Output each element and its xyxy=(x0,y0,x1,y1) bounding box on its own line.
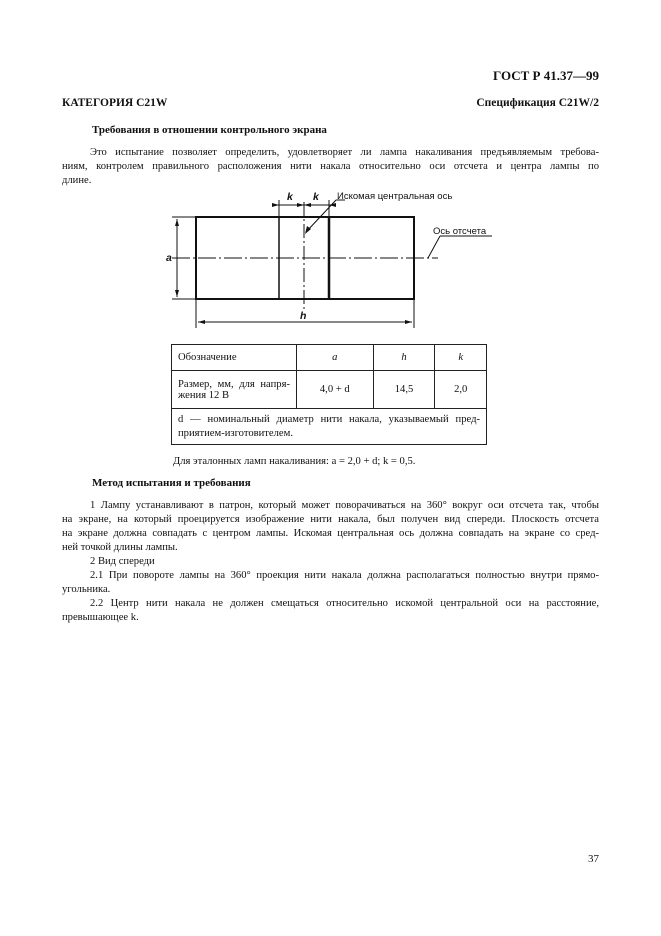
table-header-row xyxy=(172,345,487,371)
p1-line-4: ней точкой длины лампы. xyxy=(62,542,178,553)
table-note: d — номинальный диаметр нити накала, указываемый пред-приятием-изготовителем. xyxy=(172,409,487,445)
page-number: 37 xyxy=(588,853,599,865)
value-a: 4,0 + d xyxy=(297,371,374,409)
method-paragraphs xyxy=(62,499,599,625)
p1-line-3: на экране должна совпадать с центром лампы. Искомая центральная ось должна совпадать на экране со сред- xyxy=(62,528,599,539)
label-k-right: k xyxy=(313,191,319,203)
intro-line-3: длине. xyxy=(62,175,92,186)
specification-title: Спецификация C21W/2 xyxy=(476,97,599,109)
header-h: h xyxy=(373,345,435,371)
header-k: k xyxy=(435,345,487,371)
p1-line-2: на экране, на который проецируется изображение нити накала, был получен вид спереди. Плоскость отсчета xyxy=(62,514,599,525)
value-k: 2,0 xyxy=(435,371,487,409)
table-note-row xyxy=(172,409,487,445)
label-reference-axis: Ось отсчета xyxy=(433,226,487,237)
p3-line-2: угольника. xyxy=(62,584,111,595)
section-title-method: Метод испытания и требования xyxy=(92,477,251,489)
intro-line-2: ниям, контролем правильного расположения нити накала относительно оси отсчета и центра лампы по xyxy=(62,161,599,172)
label-center-axis: Искомая центральная ось xyxy=(337,191,453,202)
section-title-screen-requirements: Требования в отношении контрольного экрана xyxy=(92,124,327,136)
label-a: a xyxy=(166,252,172,264)
dimensions-table xyxy=(171,344,487,445)
p3-line-1: 2.1 При повороте лампы на 360° проекция нити накала должна располагаться полностью внутри прямо- xyxy=(90,570,599,581)
header-a: a xyxy=(297,345,374,371)
reference-axis-leader xyxy=(428,236,440,258)
p4-line-2: превышающее k. xyxy=(62,612,139,623)
p4-line-1: 2.2 Центр нити накала не должен смещаться относительно искомой центральной оси на расстояние, xyxy=(90,598,599,609)
reference-lamps-note: Для эталонных ламп накаливания: a = 2,0 + d; k = 0,5. xyxy=(173,456,416,467)
p1-line-1: 1 Лампу устанавливают в патрон, который может поворачиваться на 360° вокруг оси отсчета так, чтобы xyxy=(90,500,599,511)
table-row-values xyxy=(172,371,487,409)
label-k-left: k xyxy=(287,191,293,203)
label-h: h xyxy=(300,310,307,322)
header-designation: Обозначение xyxy=(172,345,297,371)
document-code: ГОСТ Р 41.37—99 xyxy=(493,68,599,83)
category-title: КАТЕГОРИЯ C21W xyxy=(62,97,168,109)
intro-line-1: Это испытание позволяет определить, удовлетворяет ли лампа накаливания предъявляемым требова- xyxy=(90,147,599,158)
value-h: 14,5 xyxy=(373,371,435,409)
p2: 2 Вид спереди xyxy=(90,556,155,567)
screen-diagram xyxy=(0,0,661,340)
row-label: Размер, мм, для напря- жения 12 В xyxy=(172,371,297,409)
